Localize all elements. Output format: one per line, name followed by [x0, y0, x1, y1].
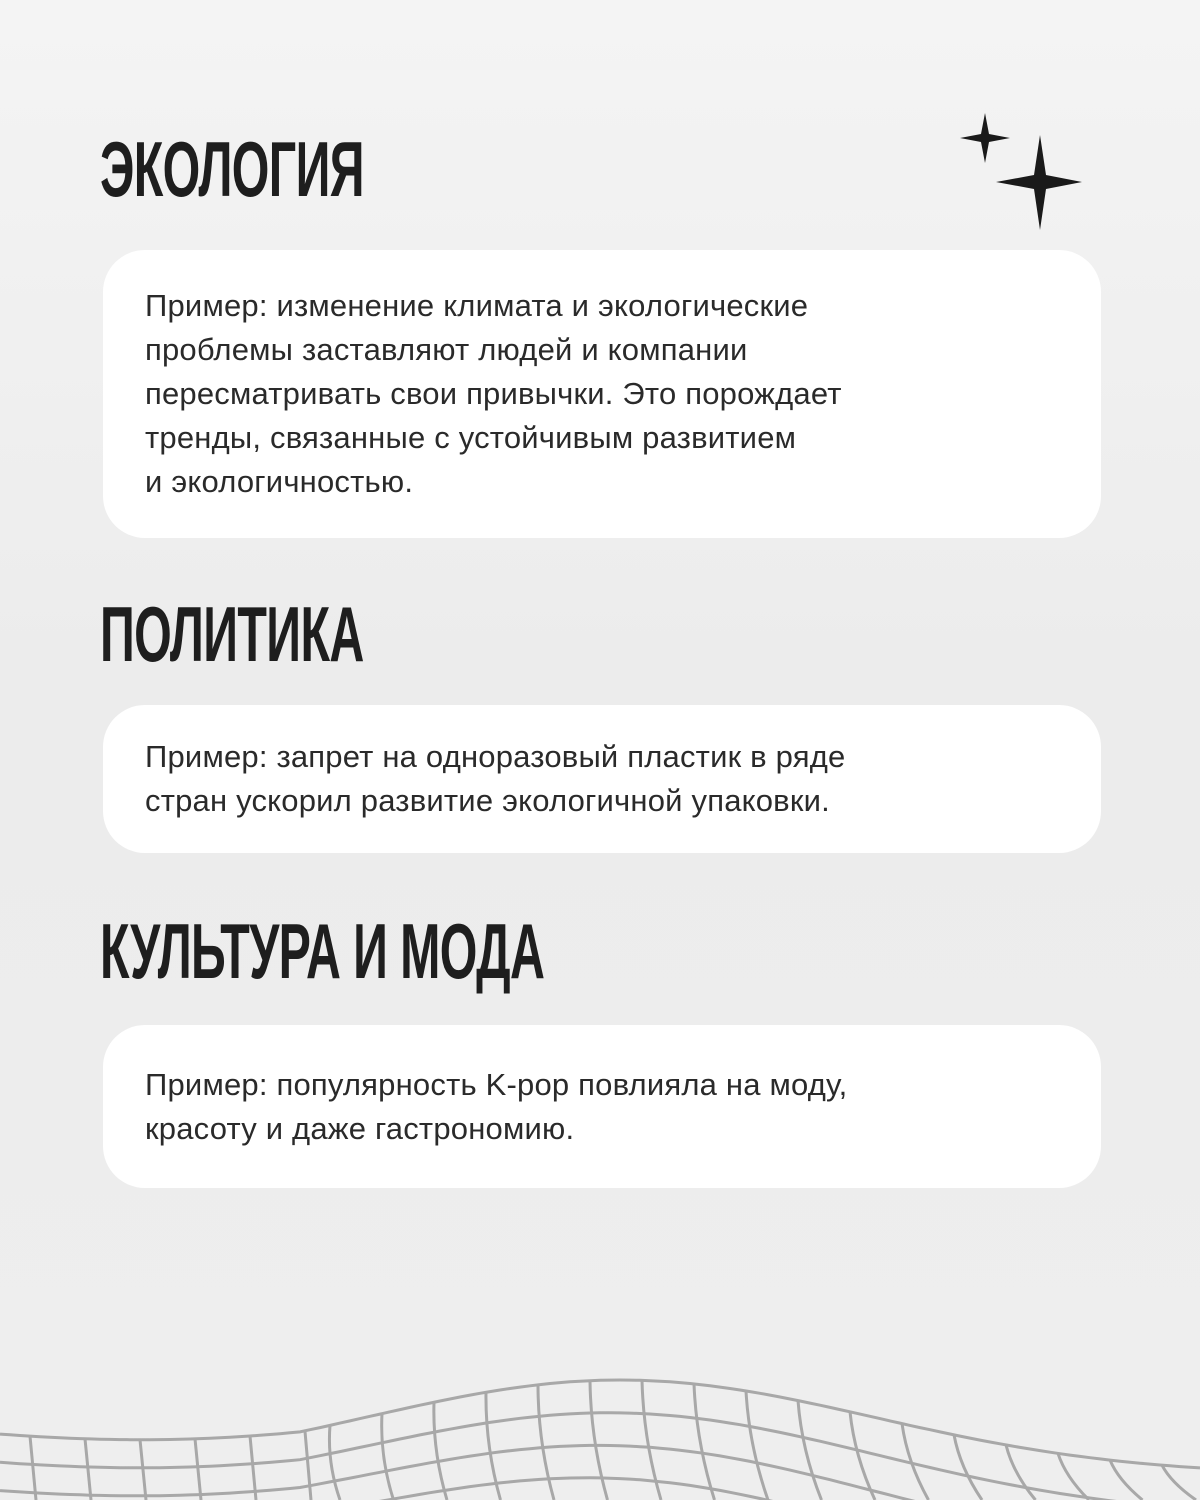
wave-grid-line	[329, 1425, 340, 1500]
small-sparkle-icon	[960, 113, 1010, 163]
wave-grid-line	[30, 1436, 36, 1500]
wave-grid-line	[954, 1435, 982, 1500]
wave-grid-line	[0, 1413, 1200, 1500]
wave-grid-icon	[0, 1100, 1200, 1500]
sparkles-icon	[950, 105, 1090, 235]
example-text-culture-fashion: Пример: популярность K-pop повлияла на моду, красоту и даже гастрономию.	[145, 1066, 848, 1146]
wave-grid-line	[140, 1440, 146, 1500]
example-card-ecology	[103, 250, 1101, 538]
wave-grid-line	[1006, 1445, 1036, 1500]
wave-grid-line	[1162, 1465, 1196, 1500]
wave-grid-line	[538, 1385, 554, 1500]
section-title-culture-fashion: КУЛЬТУРА И МОДА	[100, 907, 545, 995]
wave-grid-line	[305, 1431, 311, 1500]
wave-grid-line	[590, 1381, 608, 1500]
example-card-politics	[103, 705, 1101, 853]
wave-grid-line	[195, 1439, 201, 1500]
large-sparkle-icon	[996, 135, 1082, 230]
example-text-politics: Пример: запрет на одноразовый пластик в ряде стран ускорил развитие экологичной упаковки.	[145, 739, 846, 818]
wave-grid-line	[798, 1401, 822, 1500]
wave-grid-line	[382, 1414, 394, 1500]
wave-grid-line	[0, 1380, 1200, 1468]
section-title-politics: ПОЛИТИКА	[100, 590, 364, 678]
wave-grid-line	[694, 1384, 715, 1500]
wave-grid-line	[1110, 1460, 1143, 1500]
wave-grid-line	[746, 1391, 768, 1500]
example-text-ecology: Пример: изменение климата и экологические проблемы заставляют людей и компании пересматривать свои привычки. Это порождает тренды, связанные с устойчивым развитием и экологичностью.	[145, 288, 842, 499]
wave-grid-line	[434, 1402, 447, 1500]
wave-grid-line	[85, 1439, 91, 1500]
section-title-ecology: ЭКОЛОГИЯ	[100, 125, 364, 213]
